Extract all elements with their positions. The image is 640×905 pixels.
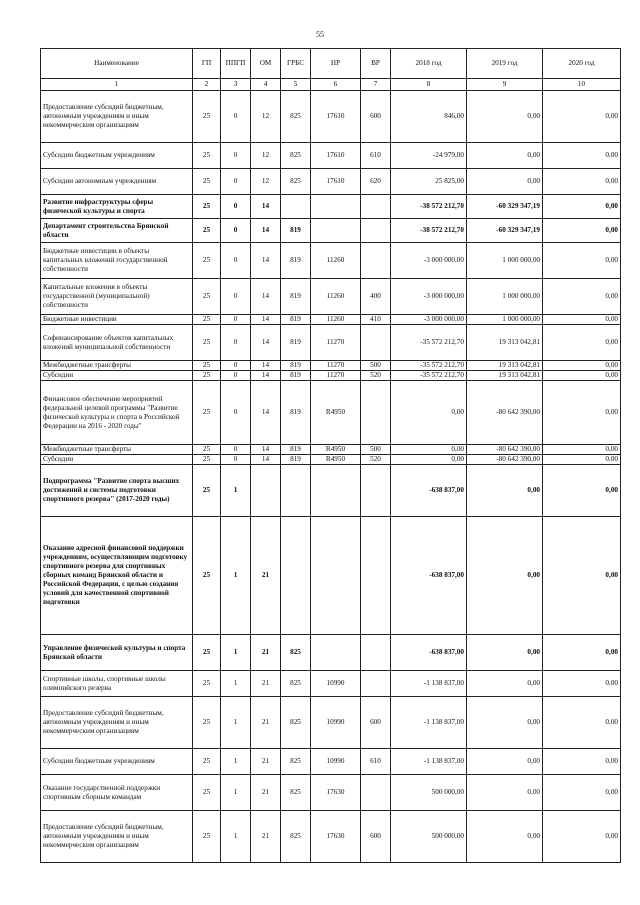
- table-row: [41, 517, 621, 635]
- om-cell: 21: [251, 775, 281, 811]
- amount-2019-cell: 1 000 000,00: [467, 279, 543, 315]
- nr-cell: [311, 635, 361, 671]
- grbs-cell: 819: [281, 325, 311, 361]
- amount-2019-cell: -80 642 390,00: [467, 381, 543, 445]
- vr-cell: [361, 325, 391, 361]
- gp-cell: 25: [193, 697, 221, 749]
- col-number: 4: [251, 79, 281, 91]
- nr-cell: 11260: [311, 243, 361, 279]
- nr-cell: [311, 195, 361, 219]
- table-row: [41, 749, 621, 775]
- ppgp-cell: 0: [221, 445, 251, 455]
- row-name-cell: Межбюджетные трансферты: [41, 445, 193, 455]
- budget-table: [40, 48, 621, 863]
- grbs-cell: 819: [281, 455, 311, 465]
- om-cell: 21: [251, 697, 281, 749]
- row-name-cell: Субсидии: [41, 455, 193, 465]
- table-row: [41, 315, 621, 325]
- grbs-cell: 819: [281, 243, 311, 279]
- vr-cell: 520: [361, 455, 391, 465]
- amount-2020-cell: 0,00: [543, 455, 621, 465]
- gp-cell: 25: [193, 671, 221, 697]
- om-cell: 14: [251, 325, 281, 361]
- table-row: [41, 91, 621, 143]
- row-name-cell: Финансовое обеспечение мероприятий федеральной целевой программы "Развитие физической культуры и спорта в Российской Федерации на 2016 - 2020 годы": [41, 381, 193, 445]
- nr-cell: [311, 465, 361, 517]
- table-row: [41, 143, 621, 169]
- vr-cell: 610: [361, 749, 391, 775]
- table-row: [41, 195, 621, 219]
- nr-cell: 11270: [311, 361, 361, 371]
- grbs-cell: 819: [281, 219, 311, 243]
- amount-2018-cell: -35 572 212,70: [391, 371, 467, 381]
- om-cell: 21: [251, 811, 281, 863]
- om-cell: [251, 465, 281, 517]
- amount-2018-cell: -24 979,00: [391, 143, 467, 169]
- row-name-cell: Субсидии автономным учреждениям: [41, 169, 193, 195]
- amount-2018-cell: 846,00: [391, 91, 467, 143]
- nr-cell: 10990: [311, 697, 361, 749]
- ppgp-cell: 1: [221, 465, 251, 517]
- nr-cell: 11260: [311, 279, 361, 315]
- amount-2020-cell: 0,00: [543, 279, 621, 315]
- amount-2020-cell: 0,00: [543, 169, 621, 195]
- amount-2020-cell: 0,00: [543, 195, 621, 219]
- amount-2018-cell: 0,00: [391, 455, 467, 465]
- row-name-cell: Бюджетные инвестиции: [41, 315, 193, 325]
- vr-cell: 600: [361, 697, 391, 749]
- col-number: 3: [221, 79, 251, 91]
- amount-2019-cell: 0,00: [467, 697, 543, 749]
- ppgp-cell: 0: [221, 195, 251, 219]
- table-row: [41, 455, 621, 465]
- grbs-cell: [281, 465, 311, 517]
- om-cell: 12: [251, 169, 281, 195]
- amount-2019-cell: 19 313 042,81: [467, 361, 543, 371]
- nr-cell: R4950: [311, 455, 361, 465]
- amount-2019-cell: -80 642 390,00: [467, 455, 543, 465]
- row-name-cell: Оказание государственной поддержки спортивным сборным командам: [41, 775, 193, 811]
- om-cell: 21: [251, 671, 281, 697]
- grbs-cell: 819: [281, 371, 311, 381]
- amount-2019-cell: 0,00: [467, 811, 543, 863]
- ppgp-cell: 0: [221, 91, 251, 143]
- grbs-cell: 825: [281, 811, 311, 863]
- ppgp-cell: 0: [221, 315, 251, 325]
- row-name-cell: Бюджетные инвестиции в объекты капитальных вложений государственной собственности: [41, 243, 193, 279]
- nr-cell: 11270: [311, 325, 361, 361]
- gp-cell: 25: [193, 243, 221, 279]
- amount-2018-cell: -1 138 837,00: [391, 671, 467, 697]
- table-row: [41, 371, 621, 381]
- om-cell: 14: [251, 371, 281, 381]
- row-name-cell: Субсидии: [41, 371, 193, 381]
- gp-cell: 25: [193, 91, 221, 143]
- grbs-cell: 819: [281, 361, 311, 371]
- grbs-cell: 825: [281, 143, 311, 169]
- amount-2020-cell: 0,00: [543, 91, 621, 143]
- amount-2020-cell: 0,00: [543, 635, 621, 671]
- vr-cell: [361, 219, 391, 243]
- om-cell: 14: [251, 361, 281, 371]
- amount-2018-cell: -35 572 212,70: [391, 361, 467, 371]
- ppgp-cell: 0: [221, 325, 251, 361]
- ppgp-cell: 1: [221, 517, 251, 635]
- vr-cell: [361, 381, 391, 445]
- row-name-cell: Софинансирование объектов капитальных вложений муниципальной собственности: [41, 325, 193, 361]
- table-row: [41, 465, 621, 517]
- col-header-2019: 2019 год: [467, 49, 543, 79]
- amount-2019-cell: 19 313 042,81: [467, 325, 543, 361]
- nr-cell: 17610: [311, 169, 361, 195]
- col-number: 6: [311, 79, 361, 91]
- vr-cell: 410: [361, 315, 391, 325]
- grbs-cell: 825: [281, 697, 311, 749]
- gp-cell: 25: [193, 635, 221, 671]
- grbs-cell: 825: [281, 775, 311, 811]
- amount-2019-cell: 0,00: [467, 465, 543, 517]
- nr-cell: 17610: [311, 91, 361, 143]
- col-header-2018: 2018 год: [391, 49, 467, 79]
- column-number-row: [41, 79, 621, 91]
- amount-2018-cell: -638 837,00: [391, 465, 467, 517]
- ppgp-cell: 1: [221, 635, 251, 671]
- gp-cell: 25: [193, 169, 221, 195]
- table-row: [41, 169, 621, 195]
- amount-2019-cell: 0,00: [467, 635, 543, 671]
- grbs-cell: 825: [281, 91, 311, 143]
- amount-2019-cell: 0,00: [467, 775, 543, 811]
- gp-cell: 25: [193, 315, 221, 325]
- nr-cell: R4950: [311, 445, 361, 455]
- gp-cell: 25: [193, 219, 221, 243]
- amount-2019-cell: -60 329 347,19: [467, 219, 543, 243]
- om-cell: 14: [251, 455, 281, 465]
- table-row: [41, 671, 621, 697]
- col-header-om: ОМ: [251, 49, 281, 79]
- table-row: [41, 697, 621, 749]
- ppgp-cell: 0: [221, 143, 251, 169]
- amount-2020-cell: 0,00: [543, 465, 621, 517]
- amount-2019-cell: 0,00: [467, 749, 543, 775]
- amount-2020-cell: 0,00: [543, 361, 621, 371]
- col-number: 9: [467, 79, 543, 91]
- amount-2020-cell: 0,00: [543, 697, 621, 749]
- table-row: [41, 775, 621, 811]
- amount-2020-cell: 0,00: [543, 219, 621, 243]
- col-header-name: Наименование: [41, 49, 193, 79]
- amount-2019-cell: 0,00: [467, 143, 543, 169]
- amount-2020-cell: 0,00: [543, 143, 621, 169]
- ppgp-cell: 1: [221, 697, 251, 749]
- amount-2018-cell: -3 000 000,00: [391, 315, 467, 325]
- table-row: [41, 381, 621, 445]
- ppgp-cell: 0: [221, 279, 251, 315]
- nr-cell: 17630: [311, 811, 361, 863]
- vr-cell: 600: [361, 91, 391, 143]
- amount-2020-cell: 0,00: [543, 325, 621, 361]
- nr-cell: R4950: [311, 381, 361, 445]
- amount-2018-cell: -3 000 000,00: [391, 279, 467, 315]
- ppgp-cell: 0: [221, 169, 251, 195]
- nr-cell: 17610: [311, 143, 361, 169]
- om-cell: 14: [251, 279, 281, 315]
- grbs-cell: 825: [281, 169, 311, 195]
- grbs-cell: [281, 195, 311, 219]
- amount-2019-cell: 19 313 042,81: [467, 371, 543, 381]
- table-row: [41, 635, 621, 671]
- om-cell: 21: [251, 517, 281, 635]
- vr-cell: [361, 775, 391, 811]
- gp-cell: 25: [193, 749, 221, 775]
- ppgp-cell: 0: [221, 219, 251, 243]
- amount-2020-cell: 0,00: [543, 371, 621, 381]
- nr-cell: 10990: [311, 749, 361, 775]
- vr-cell: 610: [361, 143, 391, 169]
- ppgp-cell: 1: [221, 775, 251, 811]
- row-name-cell: Спортивные школы, спортивные школы олимпийского резерва: [41, 671, 193, 697]
- om-cell: 12: [251, 143, 281, 169]
- amount-2020-cell: 0,00: [543, 775, 621, 811]
- page-number: 55: [316, 30, 324, 39]
- col-header-2020: 2020 год: [543, 49, 621, 79]
- nr-cell: 10990: [311, 671, 361, 697]
- amount-2020-cell: 0,00: [543, 381, 621, 445]
- nr-cell: 11270: [311, 371, 361, 381]
- col-number: 5: [281, 79, 311, 91]
- row-name-cell: Капитальные вложения в объекты государственной (муниципальной) собственности: [41, 279, 193, 315]
- gp-cell: 25: [193, 517, 221, 635]
- vr-cell: 500: [361, 361, 391, 371]
- amount-2020-cell: 0,00: [543, 671, 621, 697]
- col-number: 10: [543, 79, 621, 91]
- amount-2018-cell: 500 000,00: [391, 775, 467, 811]
- col-header-vr: ВР: [361, 49, 391, 79]
- amount-2019-cell: -80 642 390,00: [467, 445, 543, 455]
- table-row: [41, 445, 621, 455]
- grbs-cell: 819: [281, 381, 311, 445]
- vr-cell: [361, 517, 391, 635]
- amount-2018-cell: -3 000 000,00: [391, 243, 467, 279]
- amount-2019-cell: 0,00: [467, 671, 543, 697]
- amount-2018-cell: -1 138 837,00: [391, 697, 467, 749]
- amount-2019-cell: 0,00: [467, 169, 543, 195]
- col-number: 1: [41, 79, 193, 91]
- table-row: [41, 279, 621, 315]
- grbs-cell: 819: [281, 445, 311, 455]
- om-cell: 14: [251, 219, 281, 243]
- amount-2018-cell: -35 572 212,70: [391, 325, 467, 361]
- gp-cell: 25: [193, 143, 221, 169]
- grbs-cell: 819: [281, 279, 311, 315]
- ppgp-cell: 1: [221, 671, 251, 697]
- row-name-cell: Оказание адресной финансовой поддержки учреждениям, осуществляющим подготовку спортивного резерва для спортивных сборных команд Брянской области и Российской Федерации, с целью создания условий для качественной спортивной подготовки: [41, 517, 193, 635]
- grbs-cell: 819: [281, 315, 311, 325]
- om-cell: 14: [251, 195, 281, 219]
- gp-cell: 25: [193, 325, 221, 361]
- gp-cell: 25: [193, 279, 221, 315]
- gp-cell: 25: [193, 465, 221, 517]
- om-cell: 14: [251, 445, 281, 455]
- nr-cell: 17630: [311, 775, 361, 811]
- grbs-cell: 825: [281, 635, 311, 671]
- amount-2018-cell: 0,00: [391, 445, 467, 455]
- gp-cell: 25: [193, 195, 221, 219]
- amount-2019-cell: 1 000 000,00: [467, 315, 543, 325]
- vr-cell: [361, 195, 391, 219]
- header-row: [41, 49, 621, 79]
- row-name-cell: Управление физической культуры и спорта Брянской области: [41, 635, 193, 671]
- col-header-ppgp: ППГП: [221, 49, 251, 79]
- vr-cell: [361, 243, 391, 279]
- ppgp-cell: 1: [221, 811, 251, 863]
- vr-cell: 620: [361, 169, 391, 195]
- gp-cell: 25: [193, 361, 221, 371]
- amount-2018-cell: 0,00: [391, 381, 467, 445]
- om-cell: 12: [251, 91, 281, 143]
- nr-cell: 11260: [311, 315, 361, 325]
- nr-cell: [311, 219, 361, 243]
- table-row: [41, 243, 621, 279]
- row-name-cell: Развитие инфраструктуры сферы физической культуры и спорта: [41, 195, 193, 219]
- vr-cell: [361, 671, 391, 697]
- gp-cell: 25: [193, 381, 221, 445]
- vr-cell: 520: [361, 371, 391, 381]
- ppgp-cell: 1: [221, 749, 251, 775]
- vr-cell: 400: [361, 279, 391, 315]
- row-name-cell: Межбюджетные трансферты: [41, 361, 193, 371]
- grbs-cell: [281, 517, 311, 635]
- amount-2019-cell: -60 329 347,19: [467, 195, 543, 219]
- amount-2020-cell: 0,00: [543, 811, 621, 863]
- ppgp-cell: 0: [221, 361, 251, 371]
- om-cell: 14: [251, 243, 281, 279]
- gp-cell: 25: [193, 775, 221, 811]
- gp-cell: 25: [193, 811, 221, 863]
- row-name-cell: Подпрограмма "Развитие спорта высших достижений и системы подготовки спортивного резерва" (2017-2020 годы): [41, 465, 193, 517]
- om-cell: 21: [251, 749, 281, 775]
- amount-2020-cell: 0,00: [543, 749, 621, 775]
- ppgp-cell: 0: [221, 381, 251, 445]
- nr-cell: [311, 517, 361, 635]
- amount-2019-cell: 0,00: [467, 517, 543, 635]
- ppgp-cell: 0: [221, 243, 251, 279]
- amount-2020-cell: 0,00: [543, 315, 621, 325]
- gp-cell: 25: [193, 371, 221, 381]
- ppgp-cell: 0: [221, 455, 251, 465]
- amount-2020-cell: 0,00: [543, 517, 621, 635]
- amount-2020-cell: 0,00: [543, 243, 621, 279]
- table-row: [41, 811, 621, 863]
- gp-cell: 25: [193, 445, 221, 455]
- row-name-cell: Предоставление субсидий бюджетным, автономным учреждениям и иным некоммерческим организациям: [41, 91, 193, 143]
- row-name-cell: Департамент строительства Брянской области: [41, 219, 193, 243]
- vr-cell: 600: [361, 811, 391, 863]
- vr-cell: 500: [361, 445, 391, 455]
- col-header-grbs: ГРБС: [281, 49, 311, 79]
- row-name-cell: Субсидии бюджетным учреждениям: [41, 143, 193, 169]
- vr-cell: [361, 465, 391, 517]
- amount-2018-cell: 25 825,00: [391, 169, 467, 195]
- amount-2018-cell: -1 138 837,00: [391, 749, 467, 775]
- amount-2018-cell: -638 837,00: [391, 635, 467, 671]
- grbs-cell: 825: [281, 671, 311, 697]
- col-number: 7: [361, 79, 391, 91]
- col-number: 2: [193, 79, 221, 91]
- table-row: [41, 219, 621, 243]
- ppgp-cell: 0: [221, 371, 251, 381]
- grbs-cell: 825: [281, 749, 311, 775]
- col-header-gp: ГП: [193, 49, 221, 79]
- col-number: 8: [391, 79, 467, 91]
- gp-cell: 25: [193, 455, 221, 465]
- vr-cell: [361, 635, 391, 671]
- amount-2018-cell: -38 572 212,70: [391, 195, 467, 219]
- om-cell: 14: [251, 381, 281, 445]
- amount-2018-cell: -638 837,00: [391, 517, 467, 635]
- amount-2018-cell: -38 572 212,70: [391, 219, 467, 243]
- col-header-nr: НР: [311, 49, 361, 79]
- table-row: [41, 361, 621, 371]
- row-name-cell: Предоставление субсидий бюджетным, автономным учреждениям и иным некоммерческим организациям: [41, 697, 193, 749]
- amount-2019-cell: 1 000 000,00: [467, 243, 543, 279]
- amount-2020-cell: 0,00: [543, 445, 621, 455]
- row-name-cell: Предоставление субсидий бюджетным, автономным учреждениям и иным некоммерческим организациям: [41, 811, 193, 863]
- row-name-cell: Субсидии бюджетным учреждениям: [41, 749, 193, 775]
- om-cell: 21: [251, 635, 281, 671]
- table-row: [41, 325, 621, 361]
- amount-2019-cell: 0,00: [467, 91, 543, 143]
- om-cell: 14: [251, 315, 281, 325]
- amount-2018-cell: 500 000,00: [391, 811, 467, 863]
